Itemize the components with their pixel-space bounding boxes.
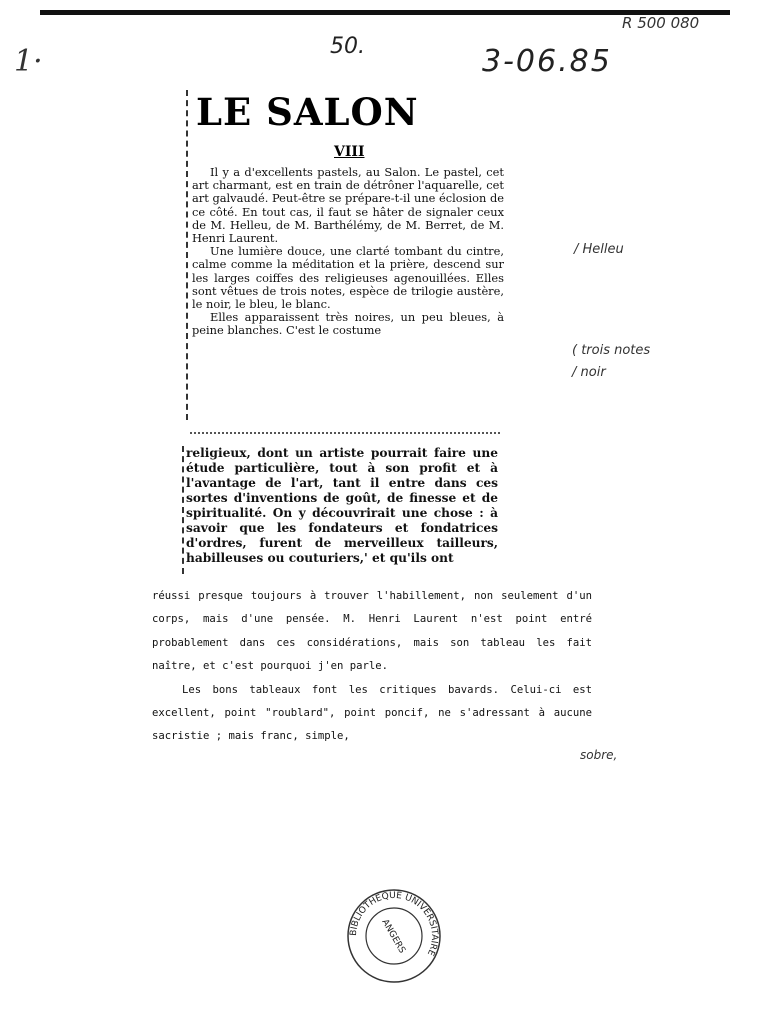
typed-transcription xyxy=(152,585,592,749)
margin-note-noir: / noir xyxy=(572,365,606,380)
margin-note-trois-notes: ( trois notes xyxy=(572,343,651,358)
newspaper-clipping-bottom xyxy=(186,446,501,576)
cut-line xyxy=(190,432,500,434)
newspaper-clipping-top xyxy=(192,90,504,420)
clipping-paragraph: Il y a d'excellents pastels, au Salon. Le pastel, cet art charmant, est en train de détrôner l'aquarelle, cet art galvaudé. Peut-être se prépare-t-il une éclosion de ce côté. En tout cas, il faut se hâter de signaler ceux de M. Helleu, de M. Barthélémy, de M. Berret, de M. Henri Laurent. xyxy=(192,165,504,246)
clipping-paragraph: religieux, dont un artiste pourrait faire une étude particulière, tout à son profit et à l'avantage de l'art, tant il entre dans ces sortes d'inventions de goût, de finesse et de spiritualité. On y découvrirait une chose : à savoir que les fondateurs et fondatrices d'ordres, furent de merveilleux tailleurs, habilleuses ou couturiers,' et qu'ils ont xyxy=(186,446,498,565)
page-number: 50. xyxy=(330,34,365,59)
section-number: VIII xyxy=(334,144,365,160)
stamp-outer-text: BIBLIOTHÈQUE UNIVERSITAIRE xyxy=(348,890,440,958)
clipping-cut-edge xyxy=(186,90,188,420)
clipping-text-top xyxy=(192,166,504,338)
handwritten-date: 3-06.85 xyxy=(482,44,612,79)
typed-paragraph: réussi presque toujours à trouver l'habillement, non seulement d'un corps, mais d'une pensée. M. Henri Laurent n'est point entré probablement dans ces considérations, mais son tableau les fait naître, et c'est pourquoi j'en parle. xyxy=(152,590,592,673)
stamp-inner-text: ANGERS xyxy=(379,917,407,956)
margin-mark: 1· xyxy=(14,44,43,79)
margin-note-sobre: sobre, xyxy=(580,748,618,762)
margin-note-colors xyxy=(572,340,650,384)
margin-note-helleu: / Helleu xyxy=(574,242,624,257)
clipping-paragraph: Elles apparaissent très noires, un peu bleues, à peine blanches. C'est le costume xyxy=(192,310,504,338)
clipping-cut-edge xyxy=(182,446,184,574)
typed-paragraph: Les bons tableaux font les critiques bavards. Celui-ci est excellent, point "roublard", point poncif, ne s'adressant à aucune sacristie ; mais franc, simple, xyxy=(152,683,592,743)
clipping-title: LE SALON xyxy=(196,90,419,134)
reference-number: R 500 080 xyxy=(622,14,700,32)
library-stamp xyxy=(344,886,444,986)
clipping-text-bottom xyxy=(186,446,498,566)
clipping-paragraph: Une lumière douce, une clarté tombant du cintre, calme comme la méditation et la prière, descend sur les larges coiffes des religieuses agenouillées. Elles sont vêtues de trois notes, espèce de trilogie austère, le noir, le bleu, le blanc. xyxy=(192,244,504,312)
